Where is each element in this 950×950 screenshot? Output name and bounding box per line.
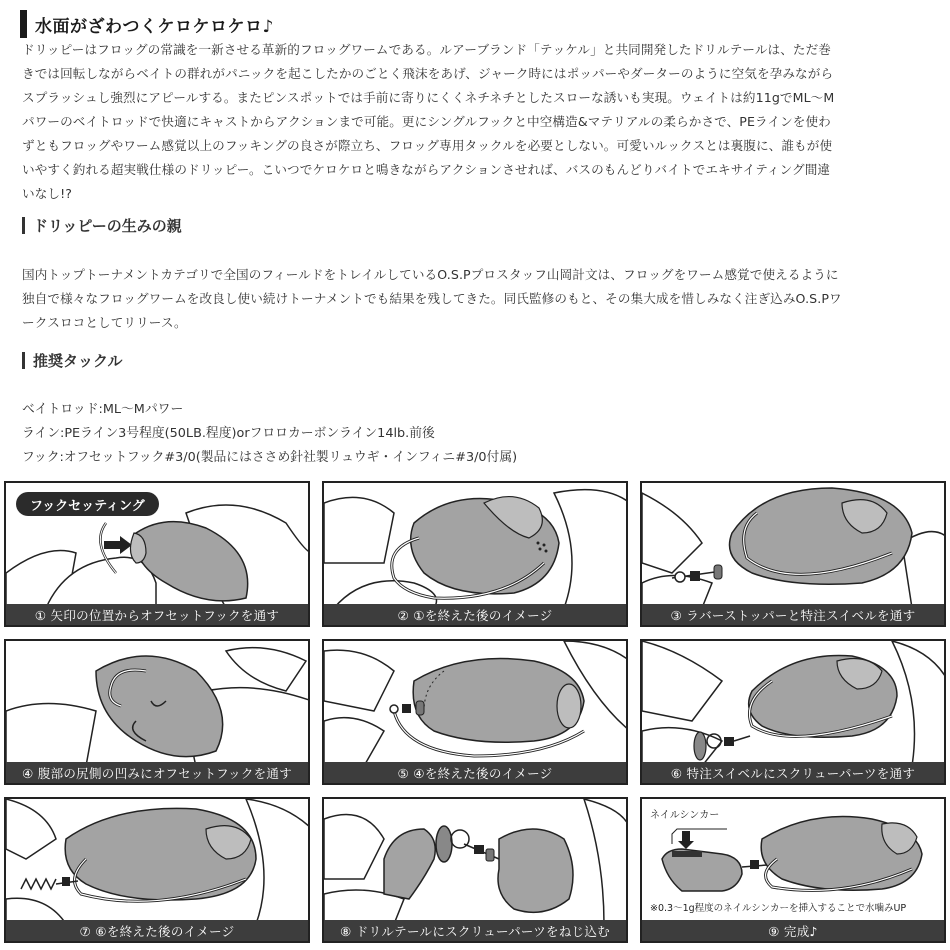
- main-heading-text: 水面がざわつくケロケロケロ♪: [35, 16, 274, 37]
- nail-sinker-note: ※0.3～1g程度のネイルシンカーを挿入することで水噛みUP: [650, 903, 907, 914]
- heading-bar: [20, 10, 27, 38]
- origin-paragraph: [22, 263, 926, 335]
- origin-line: 国内トップトーナメントカテゴリで全国のフィールドをトレイルしているO.S.Pプロスタッフ山岡計文は、フロッグをワーム感覚で使えるように: [22, 267, 839, 282]
- step-caption: ③ ラバーストッパーと特注スイベルを通す: [642, 604, 944, 625]
- section-bar: [22, 217, 25, 234]
- main-heading: [20, 9, 274, 39]
- step-panel-4: [4, 639, 310, 785]
- intro-line: パワーのベイトロッドで快適にキャストからアクションまで可能。更にシングルフックと中空構造&マテリアルの柔らかさで、PEラインを使わ: [22, 114, 831, 129]
- section-heading-tackle: [22, 349, 123, 371]
- step-caption: ⑥ 特注スイベルにスクリューパーツを通す: [642, 762, 944, 783]
- step-panel-8: [322, 797, 628, 943]
- step-panel-9: [640, 797, 946, 943]
- step-panel-6: [640, 639, 946, 785]
- intro-line: ずともフロッグやワーム感覚以上のフッキングの良さが際立ち、フロッグ専用タックルを必要としない。可愛いルックスとは裏腹に、誰もが使: [22, 138, 833, 153]
- step-caption: ② ①を終えた後のイメージ: [324, 604, 626, 625]
- step-panel-1: [4, 481, 310, 627]
- step-caption: ⑨ 完成♪: [642, 920, 944, 941]
- intro-line: いなし!?: [22, 186, 73, 201]
- origin-line: 独自で様々なフロッグワームを改良し使い続けトーナメントでも結果を残してきた。同氏監修のもと、その集大成を惜しみなく注ぎ込みO.S.Pワ: [22, 291, 842, 306]
- step-caption: ⑤ ④を終えた後のイメージ: [324, 762, 626, 783]
- step-panel-2: [322, 481, 628, 627]
- hook-setting-grid: [4, 481, 946, 946]
- step-panel-3: [640, 481, 946, 627]
- intro-line: きでは回転しながらベイトの群れがパニックを起こしたかのごとく飛沫をあげ、ジャーク時にはポッパーやダーターのように空気を孕みながら: [22, 66, 834, 81]
- section-bar: [22, 352, 25, 369]
- section-heading-origin: [22, 214, 182, 236]
- tackle-item: ベイトロッド:ML～Mパワー: [22, 402, 184, 417]
- tackle-item: フック:オフセットフック#3/0(製品にはささめ針社製リュウギ・インフィニ#3/0付属): [22, 450, 518, 465]
- tackle-list: [22, 398, 517, 470]
- step-panel-5: [322, 639, 628, 785]
- step-caption: ⑧ ドリルテールにスクリューパーツをねじ込む: [324, 920, 626, 941]
- intro-line: スプラッシュし強烈にアピールする。またピンスポットでは手前に寄りにくくネチネチとしたスローな誘いも実現。ウェイトは約11gでML～M: [22, 90, 835, 105]
- section-title: 推奨タックル: [33, 351, 123, 370]
- nail-sinker-label: ネイルシンカー: [650, 810, 720, 821]
- origin-line: ークスロコとしてリリース。: [22, 315, 187, 330]
- intro-line: いやすく釣れる超実戦仕様のドリッピー。こいつでケロケロと鳴きながらアクションさせれば、バスのもんどりバイトでエキサイティング間違: [22, 162, 831, 177]
- section-title: ドリッピーの生みの親: [33, 216, 182, 235]
- step-caption: ① 矢印の位置からオフセットフックを通す: [6, 604, 308, 625]
- step-caption: ④ 腹部の尻側の凹みにオフセットフックを通す: [6, 762, 308, 783]
- tackle-item: ライン:PEライン3号程度(50LB.程度)orフロロカーボンライン14lb.前後: [22, 426, 435, 441]
- hook-setting-badge: フックセッティング: [16, 492, 159, 516]
- step-panel-7: [4, 797, 310, 943]
- intro-paragraph: [22, 38, 926, 206]
- step-caption: ⑦ ⑥を終えた後のイメージ: [6, 920, 308, 941]
- intro-line: ドリッピーはフロッグの常識を一新させる革新的フロッグワームである。ルアーブランド「テッケル」と共同開発したドリルテールは、ただ巻: [22, 42, 831, 57]
